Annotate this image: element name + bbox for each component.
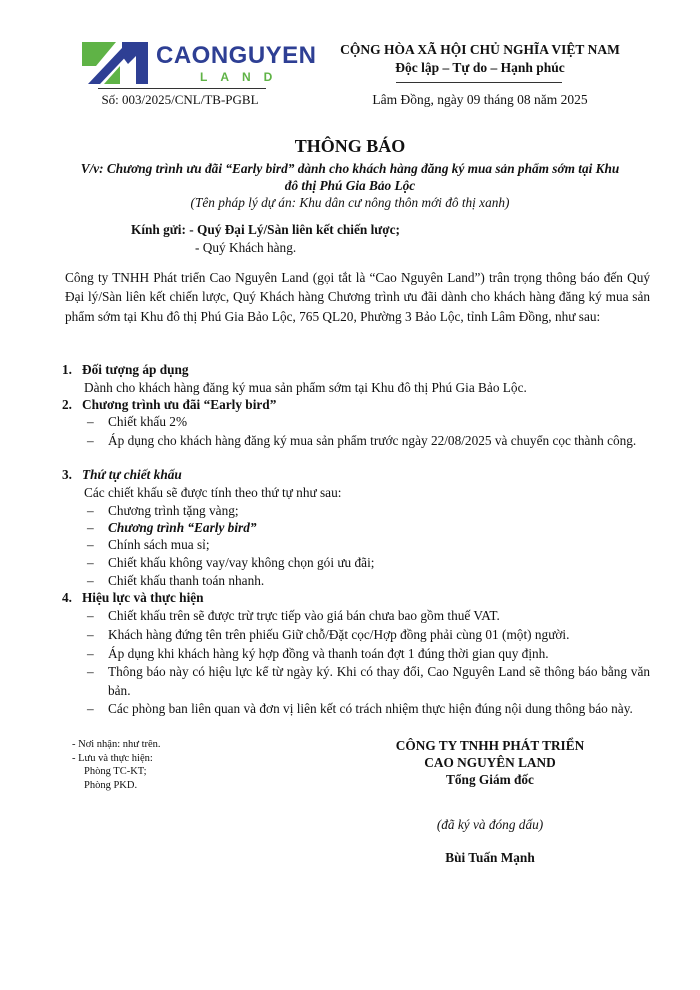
logo-wordmark: CAONGUYEN [156,42,317,69]
logo-subtitle: LAND [200,70,286,84]
recipient-1: - Quý Đại Lý/Sàn liên kết chiến lược; [189,222,400,237]
distribution-line: - Nơi nhận: như trên. [72,739,161,750]
list-item: – Chiết khấu không vay/vay không chọn gói ưu đãi; [87,555,375,570]
logo-mark-icon [82,42,152,84]
place-date: Lâm Đồng, ngày 09 tháng 08 năm 2025 [372,92,588,107]
page-title: THÔNG BÁO [294,136,406,156]
section-4-heading: 4. Hiệu lực và thực hiện [62,590,204,605]
subject-line-2: đô thị Phú Gia Bảo Lộc [284,178,416,193]
section-1-text: Dành cho khách hàng đăng ký mua sản phẩm sớm tại Khu đô thị Phú Gia Bảo Lộc. [84,380,527,395]
section-1-heading: 1. Đối tượng áp dụng [62,362,189,377]
intro-paragraph: Công ty TNHH Phát triển Cao Nguyên Land (gọi tắt là “Cao Nguyên Land”) trân trọng thông báo đến Quý Đại lý/Sàn liên kết chiến lược, Quý Khách hàng Chương trình ưu đãi dành cho khách hàng đăng ký mua sản phẩm sớm tại Khu đô thị Phú Gia Bảo Lộc, 765 QL20, Phường 3 Bảo Lộc, tỉnh Lâm Đồng, như sau: [65,270,650,324]
signer-name: Bùi Tuấn Mạnh [445,850,535,865]
distribution-line: Phòng TC-KT; [84,766,147,777]
company-name-line-2: CAO NGUYÊN LAND [424,755,556,770]
section-3-text: Các chiết khấu sẽ được tính theo thứ tự như sau: [84,485,342,500]
right-header-rule [396,82,562,83]
distribution-line: Phòng PKD. [84,779,138,791]
list-item: – Chiết khấu thanh toán nhanh. [87,573,265,588]
list-item: – Chiết khấu trên sẽ được trừ trực tiếp vào giá bán chưa bao gồm thuế VAT. [87,608,500,623]
list-item: – Thông báo này có hiệu lực kể từ ngày ký. Khi có thay đổi, Cao Nguyên Land sẽ thông báo bằng văn bản. [87,664,650,698]
list-item: – Áp dụng cho khách hàng đăng ký mua sản phẩm trước ngày 22/08/2025 và chuyển cọc thành công. [87,433,637,448]
section-3-heading: 3. Thứ tự chiết khấu [62,467,182,482]
signer-position: Tổng Giám đốc [446,772,534,787]
recipients-block [131,222,400,238]
list-item: – Chương trình “Early bird” [87,520,257,535]
distribution-list [72,738,161,792]
list-item: – Áp dụng khi khách hàng ký hợp đồng và thanh toán đợt 1 đúng thời gian quy định. [87,646,549,661]
list-item: – Khách hàng đứng tên trên phiếu Giữ chỗ/Đặt cọc/Hợp đồng phải cùng 01 (một) người. [87,627,570,642]
national-motto: Độc lập – Tự do – Hạnh phúc [395,60,565,75]
list-item: – Các phòng ban liên quan và đơn vị liên kết có trách nhiệm thực hiện đúng nội dung thông báo này. [87,701,633,716]
left-header-rule [98,88,266,89]
list-item: – Chương trình tặng vàng; [87,503,239,518]
recipients-label: Kính gửi: [131,222,186,237]
list-item: – Chính sách mua sỉ; [87,537,210,552]
list-item: – Chiết khấu 2% [87,414,188,429]
signed-note: (đã ký và đóng dấu) [436,817,544,832]
section-2-heading: 2. Chương trình ưu đãi “Early bird” [62,397,277,412]
company-logo [82,42,317,84]
subject-line-1: V/v: Chương trình ưu đãi “Early bird” dành cho khách hàng đăng ký mua sản phẩm sớm tại Khu [80,161,620,176]
legal-name: (Tên pháp lý dự án: Khu dân cư nông thôn mới đô thị xanh) [190,195,510,210]
national-title: CỘNG HÒA XÃ HỘI CHỦ NGHĨA VIỆT NAM [340,42,620,57]
document-number: Số: 003/2025/CNL/TB-PGBL [101,92,259,107]
distribution-line: - Lưu và thực hiện: [72,752,153,764]
company-name-line-1: CÔNG TY TNHH PHÁT TRIỂN [395,738,585,753]
recipient-2: - Quý Khách hàng. [195,240,297,255]
